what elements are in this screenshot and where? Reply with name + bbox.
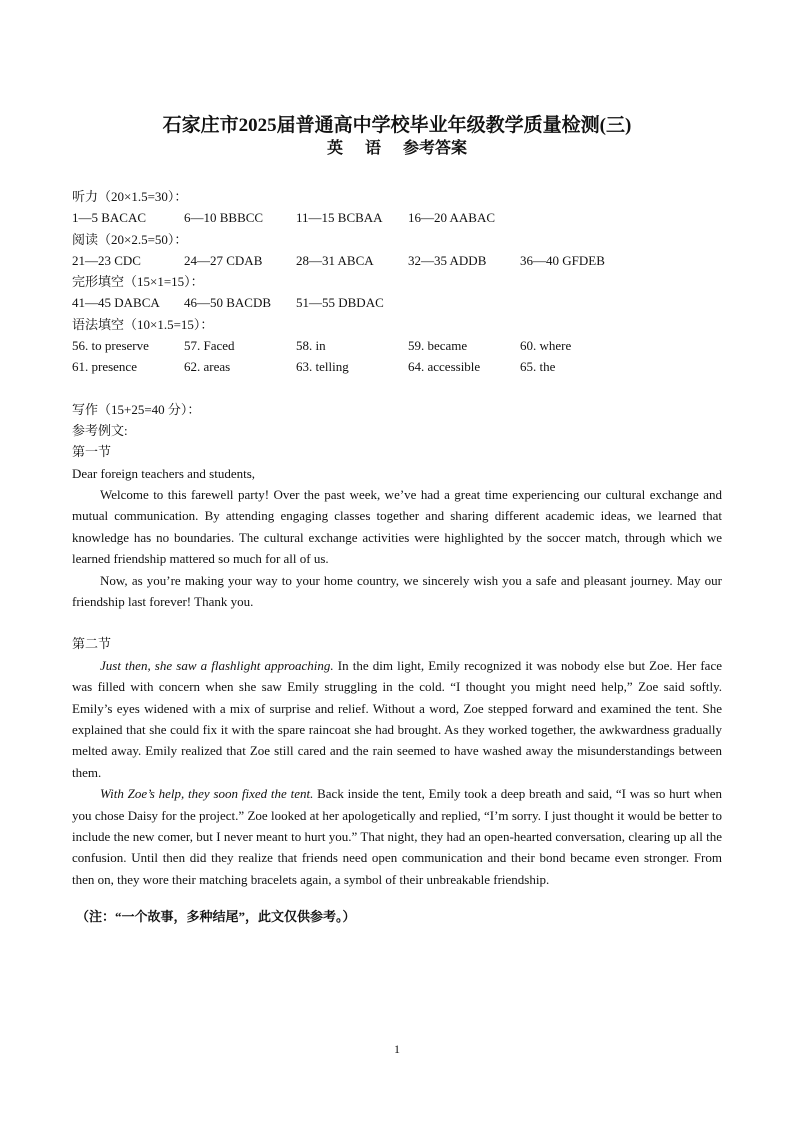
- story-lead-sentence: With Zoe’s help, they soon fixed the tent.: [100, 786, 314, 802]
- answer-group: 46—50 BACDB: [184, 295, 272, 311]
- grammar-answer: 63. telling: [296, 359, 349, 375]
- answer-group: 28—31 ABCA: [296, 252, 374, 268]
- answer-sheet: [72, 114, 722, 927]
- reading-answers: [72, 250, 722, 271]
- grammar-answers-row-1: [72, 335, 722, 356]
- story-body: Back inside the tent, Emily took a deep breath and said, “I was so hurt when you chose Daisy for the project.” Zoe looked at her apologetically and replied, “I’m sorry. I just thought it would be better to include the new comer, but I never meant to hurt you.” That night, they had an open-hearted conversation, clearing up all the confusion. Until then did they realize that friends need open communication and their bond became even stronger. From then on, they wore their matching bracelets again, a symbol of their unbreakable friendship.: [72, 786, 722, 887]
- grammar-answers-row-2: [72, 356, 722, 377]
- answer-group: 11—15 BCBAA: [296, 210, 383, 226]
- listening-answers: [72, 207, 722, 228]
- story-lead-sentence: Just then, she saw a flashlight approaching.: [100, 657, 334, 673]
- answer-group: 1—5 BACAC: [72, 210, 147, 226]
- cloze-label: 完形填空（15×1=15）：: [72, 274, 204, 290]
- grammar-answer: 59. became: [408, 338, 468, 354]
- answer-group: 51—55 DBDAC: [296, 295, 384, 311]
- note: （注：“一个故事，多种结尾”，此文仅供参考。）: [76, 909, 356, 925]
- answer-group: 6—10 BBBCC: [184, 210, 264, 226]
- answer-group: 16—20 AABAC: [408, 210, 496, 226]
- page-title: 石家庄市2025届普通高中学校毕业年级教学质量检测(三): [162, 115, 632, 136]
- answer-group: 41—45 DABCA: [72, 295, 160, 311]
- grammar-answer: 56. to preserve: [72, 338, 149, 354]
- letter-paragraph: Welcome to this farewell party! Over the past week, we’ve had a great time experiencing our cultural exchange and mutual communication. By attending engaging classes together and sharing different academic ideas, we learned that knowledge has no boundaries. The cultural exchange activities were highlighted by the soccer match, through which we learned friendship mattered so much for all of us.: [72, 486, 722, 567]
- grammar-label: 语法填空（10×1.5=15）：: [72, 316, 214, 332]
- answer-group: 24—27 CDAB: [184, 252, 263, 268]
- page-subtitle: 英 语 参考答案: [326, 140, 467, 157]
- part1-heading: 第一节: [72, 444, 112, 460]
- answer-group: 32—35 ADDB: [408, 252, 487, 268]
- part2-heading: 第二节: [72, 636, 112, 652]
- cloze-answers: [72, 292, 722, 313]
- letter-paragraph: Now, as you’re making your way to your home country, we sincerely wish you a safe and pleasant journey. May our friendship last forever! Thank you.: [72, 572, 722, 609]
- letter-greeting: Dear foreign teachers and students,: [72, 465, 256, 481]
- writing-label: 写作（15+25=40 分）：: [72, 401, 201, 417]
- grammar-answer: 65. the: [520, 359, 556, 375]
- story-paragraph: [72, 655, 722, 783]
- grammar-answer: 60. where: [520, 338, 572, 354]
- grammar-answer: 61. presence: [72, 359, 137, 375]
- grammar-answer: 64. accessible: [408, 359, 481, 375]
- grammar-answer: 57. Faced: [184, 338, 235, 354]
- grammar-answer: 58. in: [296, 338, 326, 354]
- grammar-answer: 62. areas: [184, 359, 231, 375]
- story-body: In the dim light, Emily recognized it was nobody else but Zoe. Her face was filled with concern when she saw Emily struggling in the cold. “I thought you might need help,” Zoe said softly. Emily’s eyes widened with a mix of surprise and relief. Without a word, Zoe stepped forward and examined the tent. She explained that she could fix it with the spare raincoat she had brought. As they worked together, the awkwardness gradually melted away. Emily realized that Zoe still cared and the rain seemed to have washed away the misunderstandings between them.: [72, 657, 722, 780]
- sample-label: 参考例文:: [72, 422, 128, 438]
- page-number: 1: [394, 1042, 400, 1056]
- listening-label: 听力（20×1.5=30）：: [72, 189, 188, 204]
- reading-label: 阅读（20×2.5=50）：: [72, 231, 188, 247]
- answer-group: 36—40 GFDEB: [520, 252, 605, 268]
- story-paragraph: [72, 783, 722, 890]
- answer-group: 21—23 CDC: [72, 252, 141, 268]
